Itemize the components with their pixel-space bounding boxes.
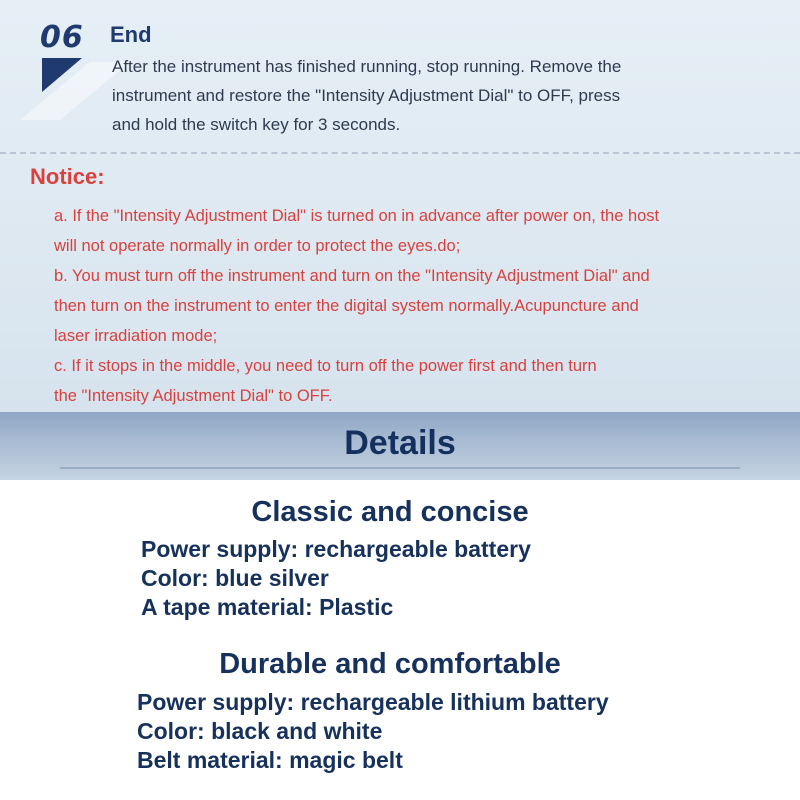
step-number: 06 <box>40 20 84 55</box>
notice-line: the "Intensity Adjustment Dial" to OFF. <box>54 387 333 405</box>
notice-title: Notice: <box>30 164 105 189</box>
step-triangle-icon <box>42 58 82 92</box>
step-line: and hold the switch key for 3 seconds. <box>112 115 401 134</box>
notice-line: then turn on the instrument to enter the digital system normally.Acupuncture and <box>54 297 639 315</box>
section-heading-classic: Classic and concise <box>251 496 529 528</box>
notice-line: c. If it stops in the middle, you need to turn off the power first and then turn <box>54 357 597 375</box>
details-title: Details <box>344 424 456 462</box>
step-line: After the instrument has finished running, stop running. Remove the <box>112 57 622 76</box>
spec-line: Color: blue silver <box>141 565 329 591</box>
notice-line: b. You must turn off the instrument and turn on the "Intensity Adjustment Dial" and <box>54 267 650 285</box>
step-title: End <box>110 22 152 47</box>
section-heading-durable: Durable and comfortable <box>219 648 561 680</box>
spec-line: A tape material: Plastic <box>141 594 394 620</box>
notice-line: will not operate normally in order to protect the eyes.do; <box>54 237 461 255</box>
details-underline <box>60 467 740 469</box>
notice-line: laser irradiation mode; <box>54 327 218 345</box>
notice-body <box>54 201 774 411</box>
spec-list-durable <box>137 688 609 775</box>
notice-line: a. If the "Intensity Adjustment Dial" is turned on in advance after power on, the host <box>54 207 660 225</box>
spec-list-classic <box>141 535 531 622</box>
spec-line: Power supply: rechargeable battery <box>141 536 531 562</box>
dashed-divider <box>0 152 800 154</box>
step-description <box>112 52 752 139</box>
step-line: instrument and restore the "Intensity Adjustment Dial" to OFF, press <box>112 86 621 105</box>
spec-line: Belt material: magic belt <box>137 747 403 773</box>
spec-line: Color: black and white <box>137 718 383 744</box>
spec-line: Power supply: rechargeable lithium battery <box>137 689 609 715</box>
